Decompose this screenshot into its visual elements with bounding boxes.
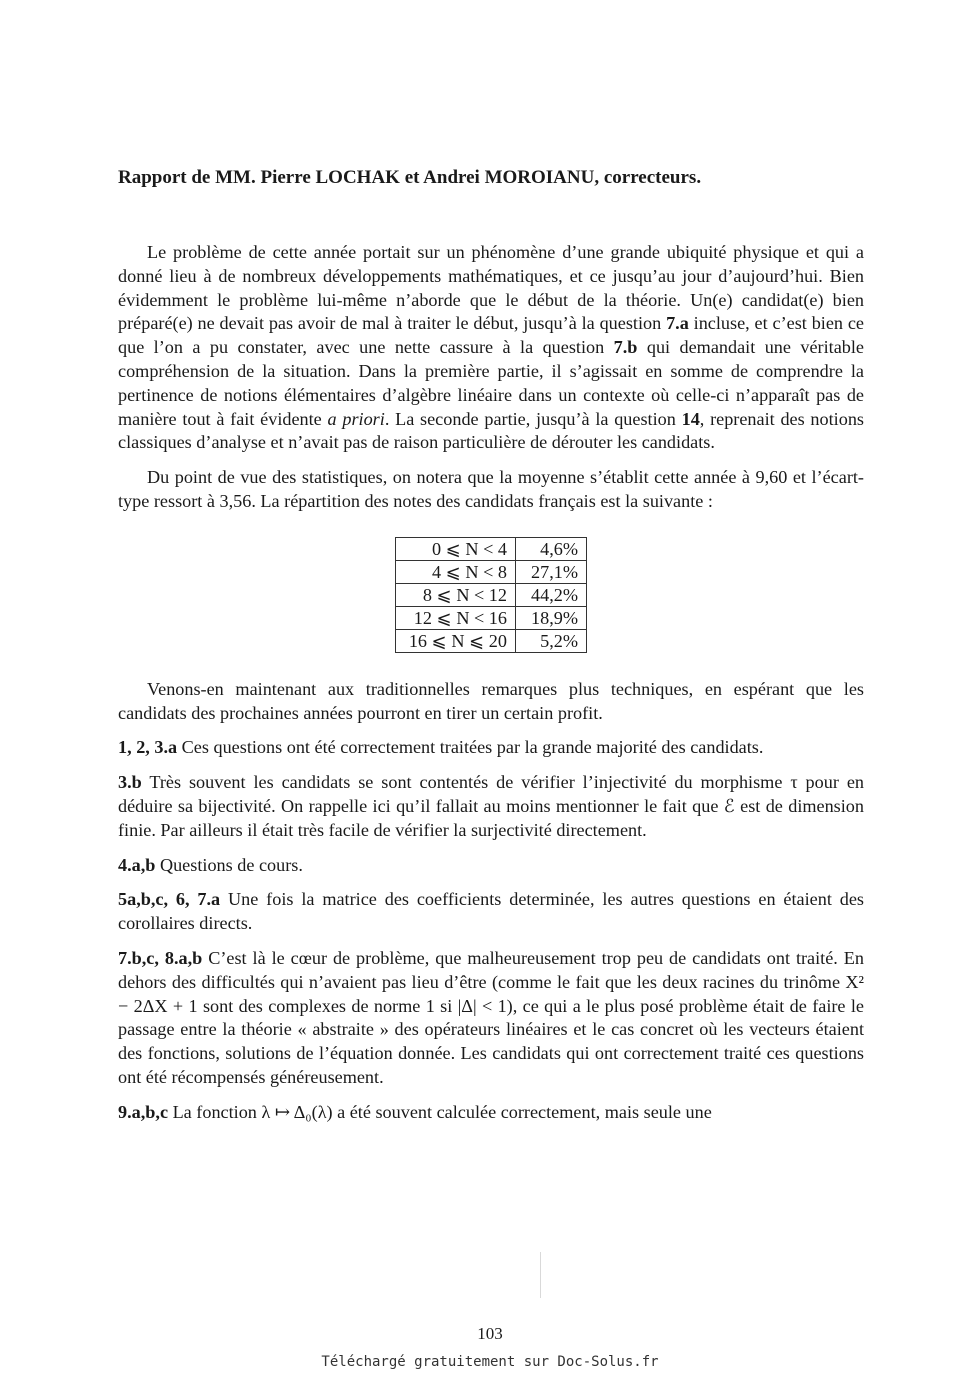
remark-text: Une fois la matrice des coefficients determinée, les autres questions en étaient des corollaires directs. [118,889,865,934]
table-cell-range: 8 ⩽ N < 12 [396,583,516,606]
remark-text: La fonction λ ↦ Δ₀(λ) a été souvent calculée correctement, mais seule une [168,1101,712,1122]
remark-q9abc [118,1101,864,1125]
question-ref: 14 [681,408,700,429]
text-run: . La seconde partie, jusqu’à la question [384,408,682,429]
table-cell-range: 4 ⩽ N < 8 [396,560,516,583]
remark-text: C’est là le cœur de problème, que malheureusement trop peu de candidats ont traité. En dehors des difficultés qui n’avaient pas lieu d’être (comme le fait que les deux racines du trinôme X² − 2ΔX + 1 sont des complexes de norme 1 si |Δ| < 1), ce qui a le plus posé problème était de faire le passage entre la théorie « abstraite » des opérateurs linéaires et le cas concret où les vecteurs étaient des fonctions, solutions de l’équation donnée. Les candidats qui ont correctement traité ces questions ont été récompensés généreusement. [118,947,864,1087]
text-run: qui demandait une véritable compréhension de la situation. Dans la première partie, il s’agissait en somme de comprendre la pertinence de notions élémentaires d’algèbre linéaire dans un contexte où celle-ci n’apparaît pas de manière tout à fait évidente [118,337,864,429]
report-title: Rapport de MM. Pierre LOCHAK et Andrei MOROIANU, correcteurs. [118,167,702,188]
table-row [396,560,587,583]
question-ref: 7.b [613,337,638,358]
intro-paragraph-1 [118,241,864,455]
question-label: 3.b [118,772,142,793]
table-row [396,629,587,652]
text-run: , reprenait des notions classiques d’analyse et n’avait pas de raison particulière de dérouter les candidats. [118,408,864,453]
table-row [396,537,587,560]
remark-q1-2-3a [118,736,864,760]
remark-text: Ces questions ont été correctement traitées par la grande majorité des candidats. [177,737,764,758]
report-body [118,241,864,1136]
table-cell-range: 0 ⩽ N < 4 [396,537,516,560]
scan-artifact-line [540,1252,541,1298]
distribution-table-wrap [118,537,864,653]
table-cell-range: 12 ⩽ N < 16 [396,606,516,629]
remark-q3b [118,771,864,842]
table-row [396,583,587,606]
question-label: 7.b,c, 8.a,b [118,947,203,968]
table-row [396,606,587,629]
remarks-intro: Venons-en maintenant aux traditionnelles remarques plus techniques, en espérant que les candidats des prochaines années pourront en tirer un certain profit. [118,678,864,723]
remark-text: Questions de cours. [155,854,303,875]
text-run: Le problème de cette année portait sur un phénomène d’une grande ubiquité physique et qui a donné lieu à de nombreux développements mathématiques, et ce jusqu’au jour d’aujourd’hui. Bien évidemment le problème lui-même n’aborde que le début de la théorie. Un(e) candidat(e) bien préparé(e) ne devait pas avoir de mal à traiter le début, jusqu’à la question [118,242,864,334]
download-source-footer: Téléchargé gratuitement sur Doc-Solus.fr [321,1354,659,1370]
question-label: 4.a,b [118,854,156,875]
question-ref: 7.a [666,313,689,334]
text-run: incluse, et c’est bien ce que l’on a pu constater, avec une nette cassure à la question [118,313,864,358]
question-label: 5a,b,c, 6, 7.a [118,889,221,910]
grade-distribution-table [395,537,587,653]
remark-q7b-8ab [118,947,864,1090]
question-label: 1, 2, 3.a [118,737,178,758]
question-label: 9.a,b,c [118,1101,169,1122]
table-cell-percent: 4,6% [516,537,587,560]
intro-paragraph-2: Du point de vue des statistiques, on notera que la moyenne s’établit cette année à 9,60 et l’écart-type ressort à 3,56. La répartition des notes des candidats français est la suivante : [118,467,864,511]
emphasis: a priori [327,408,385,429]
table-cell-percent: 18,9% [516,606,587,629]
page-number: 103 [477,1324,503,1343]
table-cell-percent: 27,1% [516,560,587,583]
remark-text: Très souvent les candidats se sont contentés de vérifier l’injectivité du morphisme τ pour en déduire sa bijectivité. On rappelle ici qu’il fallait au moins mentionner le fait que ℰ est de dimension finie. Par ailleurs il était très facile de vérifier la surjectivité directement. [118,772,864,840]
page [118,0,864,1387]
table-cell-percent: 5,2% [516,629,587,652]
remark-q5-6-7a [118,888,864,936]
remark-q4ab [118,854,864,878]
table-cell-percent: 44,2% [516,583,587,606]
table-cell-range: 16 ⩽ N ⩽ 20 [396,629,516,652]
